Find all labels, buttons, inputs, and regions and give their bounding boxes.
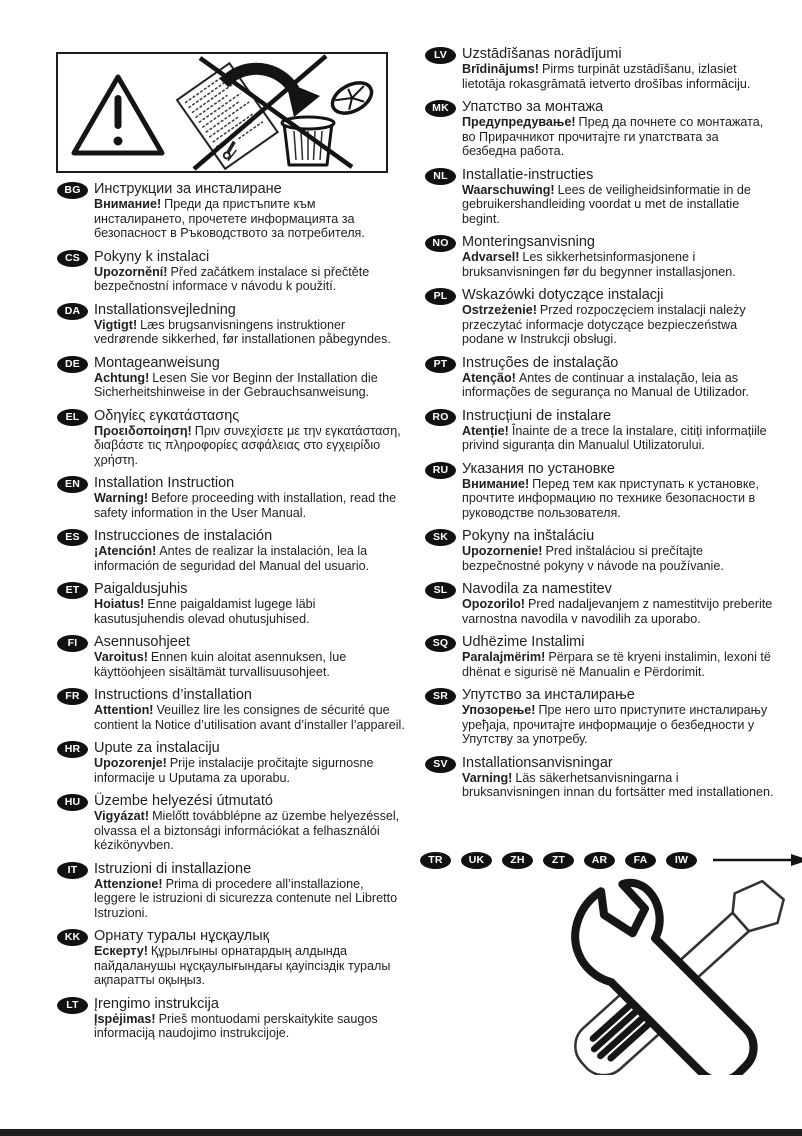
warning-body-text: Pred inštaláciou si prečítajte bezpečnostné pokyny v návode na používanie. <box>462 544 724 573</box>
warning-lead: Warning! <box>94 491 149 505</box>
warning-lead: Atenção! <box>462 370 516 385</box>
language-section <box>57 581 409 626</box>
warning-lead: Brīdinājums! <box>462 62 539 76</box>
warning-lead: Upozornenie! <box>462 544 543 558</box>
language-code-label: NO <box>432 237 449 250</box>
language-section <box>57 528 409 573</box>
do-not-discard-manual-illustration <box>56 52 388 173</box>
warning-body-text: Läs säkerhetsanvisningarna i bruksanvisningen innan du fortsätter med installationen. <box>462 770 774 799</box>
language-section <box>57 355 409 400</box>
warning-lead: Waarschuwing! <box>462 182 555 197</box>
language-code-label: TR <box>428 854 443 867</box>
warning-lead: Varoitus! <box>94 650 148 664</box>
language-code-badge <box>425 100 456 117</box>
language-code-badge <box>57 529 88 546</box>
section-title: Pokyny na inštaláciu <box>462 528 595 544</box>
warning-lead: Hoiatus! <box>94 597 145 611</box>
section-title: Paigaldusjuhis <box>94 581 188 597</box>
language-code-badge <box>625 852 656 869</box>
section-body <box>462 115 774 159</box>
language-code-badge <box>425 756 456 773</box>
section-title: Instrucțiuni de instalare <box>462 407 612 424</box>
warning-lead: Upozornění! <box>94 264 168 279</box>
language-code-label: LT <box>66 998 79 1011</box>
language-code-badge <box>57 741 88 758</box>
warning-body-text: Læs brugsanvisningens instruktioner vedrørende sikkerhed, før installationen påbegyndes. <box>94 317 391 346</box>
warning-lead: Внимание! <box>462 476 530 491</box>
language-code-badge <box>57 582 88 599</box>
language-code-badge <box>57 182 88 199</box>
warning-body-text: Πριν συνεχίσετε με την εγκατάσταση, διαβάστε τις πληροφορίες ασφάλειας στο εγχειρίδιο χρήστη. <box>94 423 401 467</box>
warning-body-text: Përpara se të kryeni instalimin, lexoni të dhënat e sigurisë në Manualin e Përdorimit. <box>462 650 771 679</box>
section-body <box>462 650 774 679</box>
language-section <box>57 475 409 520</box>
warning-body-text: Przed rozpoczęciem instalacji należy przeczytać informacje dotyczące bezpieczeństwa podane w Instrukcji obsługi. <box>462 303 746 346</box>
warning-lead: Achtung! <box>94 370 150 385</box>
language-code-label: SK <box>433 531 448 544</box>
section-title: Įrengimo instrukcija <box>94 995 219 1012</box>
language-section <box>425 408 793 453</box>
section-body <box>94 1012 406 1041</box>
section-title: Wskazówki dotyczące instalacji <box>462 287 664 303</box>
language-section <box>425 46 793 91</box>
language-section <box>425 581 793 626</box>
warning-body-text: Pirms turpināt uzstādīšanu, izlasiet lietotāja rokasgrāmatā ietverto drošības informāciju. <box>462 62 751 91</box>
trash-lid-icon <box>327 77 376 120</box>
section-title: Installation Instruction <box>94 475 235 491</box>
language-code-label: ES <box>65 531 80 544</box>
language-code-badge <box>420 852 451 869</box>
language-section <box>57 996 409 1041</box>
section-title: Упатство за монтажа <box>462 99 604 115</box>
warning-triangle-icon <box>74 77 162 153</box>
language-section <box>425 355 793 400</box>
warning-lead: Ostrzeżenie! <box>462 303 537 317</box>
language-code-label: FI <box>67 637 78 650</box>
warning-lead: Vigtigt! <box>94 317 138 332</box>
section-body <box>462 597 774 626</box>
language-section <box>425 634 793 679</box>
language-section <box>57 634 409 679</box>
language-code-label: NL <box>433 169 448 182</box>
section-body <box>462 371 774 400</box>
language-code-badge <box>57 635 88 652</box>
language-code-label: ET <box>65 584 80 597</box>
language-code-label: AR <box>591 854 608 867</box>
section-body <box>94 877 406 921</box>
section-title: Инструкции за инсталиране <box>94 181 282 197</box>
section-body <box>94 371 406 400</box>
warning-lead: Vigyázat! <box>94 809 150 823</box>
warning-body-text: Пре него што приступите инсталирању уређаја, прочитајте информације о безбедности у Упутству за употребу. <box>462 703 768 746</box>
warning-body-text: Prima di procedere all’installazione, leggere le istruzioni di sicurezza contenute nel Libretto Istruzioni. <box>94 876 398 920</box>
language-code-badge <box>425 409 456 426</box>
language-section <box>57 181 409 241</box>
warning-lead: Внимание! <box>94 197 162 211</box>
language-code-label: ZT <box>551 854 566 867</box>
section-title: Monteringsanvisning <box>462 234 595 250</box>
warning-lead: Įspėjimas! <box>94 1011 156 1026</box>
additional-languages-row <box>420 851 802 869</box>
language-code-label: EL <box>65 410 80 423</box>
warning-body-text: Mielőtt továbblépne az üzembe helyezéssel, olvassa el a biztonsági információkat a felhasználói kézikönyvben. <box>94 809 400 852</box>
warning-lead: ¡Atención! <box>94 544 157 558</box>
warning-lead: Attention! <box>94 703 154 717</box>
section-body <box>94 197 406 241</box>
language-code-badge <box>57 250 88 267</box>
section-title: Указания по установке <box>462 460 615 477</box>
language-code-badge <box>57 794 88 811</box>
language-code-badge <box>425 635 456 652</box>
language-code-label: SR <box>433 690 448 703</box>
section-body <box>94 809 406 853</box>
warning-body-text: Құрылғыны орнатардың алдында пайдаланушы нұсқаулығындағы қауіпсіздік туралы ақпаратты оқыңыз. <box>94 944 391 987</box>
section-body <box>462 62 774 91</box>
warning-lead: Attenzione! <box>94 876 163 891</box>
language-code-badge <box>425 235 456 252</box>
section-title: Pokyny k instalaci <box>94 248 210 265</box>
language-section <box>57 687 409 732</box>
language-code-badge <box>425 47 456 64</box>
language-code-label: DE <box>65 357 80 370</box>
language-code-badge <box>57 929 88 946</box>
section-title: Instruções de instalação <box>462 354 619 371</box>
language-section <box>425 528 793 573</box>
warning-lead: Upozorenje! <box>94 756 167 770</box>
section-title: Upute za instalaciju <box>94 740 220 756</box>
section-body <box>94 650 406 679</box>
warning-lead: Προειδοποίηση! <box>94 423 192 438</box>
section-title: Instrucciones de instalación <box>94 528 273 544</box>
warning-body-text: Enne paigaldamist lugege läbi kasutusjuhendis olevad ohutusjuhised. <box>94 597 316 626</box>
language-code-label: IW <box>674 854 689 867</box>
language-code-label: RO <box>432 410 449 423</box>
language-code-label: FA <box>633 854 648 867</box>
language-code-badge <box>461 852 492 869</box>
warning-body-text: Înainte de a trece la instalare, citiți informațiile privind siguranța din Manualul Utilizatorului. <box>462 423 767 452</box>
installation-tools-illustration <box>553 875 798 1080</box>
warning-lead: Opozorilo! <box>462 597 525 611</box>
language-code-badge <box>425 356 456 373</box>
section-title: Орнату туралы нұсқаулық <box>94 928 270 944</box>
section-body <box>462 183 774 227</box>
warning-body-text: Ennen kuin aloitat asennuksen, lue käyttöohjeen sisältämät turvallisuusohjeet. <box>94 650 347 679</box>
language-code-label: BG <box>64 184 81 197</box>
language-section <box>425 287 793 347</box>
language-section <box>57 928 409 988</box>
language-code-badge <box>502 852 533 869</box>
warning-lead: Предупредување! <box>462 115 576 129</box>
language-code-label: ZH <box>510 854 525 867</box>
language-section <box>57 302 409 347</box>
language-code-label: HU <box>64 796 81 809</box>
warning-body-text: Antes de continuar a instalação, leia as informações de segurança no Manual de Utilizador. <box>462 370 750 399</box>
language-code-badge <box>57 476 88 493</box>
language-section <box>425 687 793 747</box>
language-section <box>57 740 409 785</box>
language-code-badge <box>57 303 88 320</box>
language-code-label: UK <box>468 854 485 867</box>
section-title: Montageanweisung <box>94 354 220 371</box>
language-code-badge <box>425 688 456 705</box>
section-title: Üzembe helyezési útmutató <box>94 793 273 809</box>
section-title: Installationsvejledning <box>94 301 236 318</box>
section-title: Упутство за инсталирање <box>462 687 635 703</box>
warning-body-text: Antes de realizar la instalación, lea la información de seguridad del Manual del usuario. <box>94 544 370 573</box>
section-body <box>94 491 406 520</box>
language-section <box>425 461 793 521</box>
language-code-label: RU <box>432 463 449 476</box>
language-code-badge <box>57 356 88 373</box>
section-body <box>462 703 774 747</box>
language-code-badge <box>425 462 456 479</box>
warning-lead: Advarsel! <box>462 250 520 264</box>
language-code-label: PL <box>433 290 448 303</box>
section-title: Instructions d’installation <box>94 687 252 703</box>
do-not-discard-manual-art <box>58 54 386 171</box>
section-body <box>462 771 774 800</box>
section-body <box>94 265 406 294</box>
language-code-badge <box>425 582 456 599</box>
warning-body-text: Les sikkerhetsinformasjonene i bruksanvisningen før du begynner installasjonen. <box>462 250 736 279</box>
section-title: Installationsanvisningar <box>462 754 613 771</box>
section-body <box>462 303 774 347</box>
language-code-badge <box>543 852 574 869</box>
language-section <box>425 755 793 800</box>
language-code-badge <box>425 168 456 185</box>
language-section <box>57 793 409 853</box>
wrench-screwdriver-art <box>553 875 798 1075</box>
language-code-label: HR <box>64 743 81 756</box>
language-code-label: LV <box>433 49 448 62</box>
language-code-label: SQ <box>432 637 449 650</box>
section-body <box>94 703 406 732</box>
language-code-badge <box>584 852 615 869</box>
warning-body-text: Lees de veiligheidsinformatie in de gebruikershandleiding voordat u met de installatie begint. <box>462 182 751 226</box>
section-body <box>94 944 406 988</box>
warning-body-text: Před začátkem instalace si přečtěte bezpečnostní informace v návodu k použití. <box>94 264 370 293</box>
language-column-left <box>57 181 409 1049</box>
section-body <box>462 544 774 573</box>
section-title: Οδηγίες εγκατάστασης <box>94 407 240 424</box>
language-code-badge <box>57 688 88 705</box>
language-code-label: EN <box>65 478 80 491</box>
language-code-label: MK <box>432 102 449 115</box>
section-title: Installatie-instructies <box>462 166 594 183</box>
warning-body-text: Prije instalacije pročitajte sigurnosne informacije u Uputama za uporabu. <box>94 756 374 785</box>
language-code-label: IT <box>67 863 78 876</box>
language-code-badge <box>666 852 697 869</box>
arrow-right-icon <box>713 853 802 867</box>
language-code-label: FR <box>65 690 80 703</box>
section-body <box>94 597 406 626</box>
page-bottom-edge <box>0 1129 802 1136</box>
language-section <box>425 234 793 279</box>
language-code-badge <box>57 997 88 1014</box>
section-body <box>462 477 774 521</box>
language-section <box>57 249 409 294</box>
section-body <box>94 318 406 347</box>
warning-body-text: Пред да почнете со монтажата, во Прирачникот прочитајте ги упатствата за безбедна работа. <box>462 115 764 158</box>
language-code-label: SL <box>433 584 448 597</box>
section-body <box>462 250 774 279</box>
language-section <box>57 861 409 921</box>
section-body <box>94 544 406 573</box>
warning-body-text: Pred nadaljevanjem z namestitvijo preberite varnostna navodila v navodilih za uporabo. <box>462 597 773 626</box>
section-title: Uzstādīšanas norādījumi <box>462 46 622 62</box>
warning-lead: Varning! <box>462 770 513 785</box>
section-title: Navodila za namestitev <box>462 581 612 597</box>
warning-body-text: Преди да пристъпите към инсталирането, прочетете информацията за безопасност в Ръководството за потребителя. <box>94 197 365 240</box>
warning-lead: Упозорење! <box>462 703 536 717</box>
warning-body-text: Veuillez lire les consignes de sécurité que contient la Notice d’utilisation avant d’installer l’appareil. <box>94 703 405 732</box>
section-body <box>462 424 774 453</box>
language-column-right <box>425 46 793 808</box>
language-code-badge <box>57 862 88 879</box>
section-title: Istruzioni di installazione <box>94 860 252 877</box>
language-code-label: CS <box>65 251 80 264</box>
warning-body-text: Prieš montuodami perskaitykite saugos informaciją naudojimo instrukcijoje. <box>94 1011 378 1040</box>
warning-lead: Ескерту! <box>94 944 148 958</box>
language-code-badge <box>57 409 88 426</box>
language-code-badge <box>425 288 456 305</box>
warning-body-text: Lesen Sie vor Beginn der Installation die Sicherheitshinweise in der Gebrauchsanweisung. <box>94 370 378 399</box>
language-code-label: PT <box>433 357 448 370</box>
language-code-badge <box>425 529 456 546</box>
language-code-label: DA <box>64 304 81 317</box>
warning-body-text: Перед тем как приступать к установке, прочтите информацию по технике безопасности в руководстве пользователя. <box>462 476 760 520</box>
section-title: Asennusohjeet <box>94 634 190 650</box>
language-code-label: SV <box>433 757 448 770</box>
section-body <box>94 756 406 785</box>
language-section <box>57 408 409 468</box>
language-section <box>425 99 793 159</box>
language-section <box>425 167 793 227</box>
warning-lead: Paralajmërim! <box>462 650 546 664</box>
warning-body-text: Before proceeding with installation, read the safety information in the User Manual. <box>94 491 397 520</box>
warning-lead: Atenție! <box>462 423 509 438</box>
language-code-label: KK <box>64 931 81 944</box>
section-title: Udhëzime Instalimi <box>462 634 585 650</box>
section-body <box>94 424 406 468</box>
